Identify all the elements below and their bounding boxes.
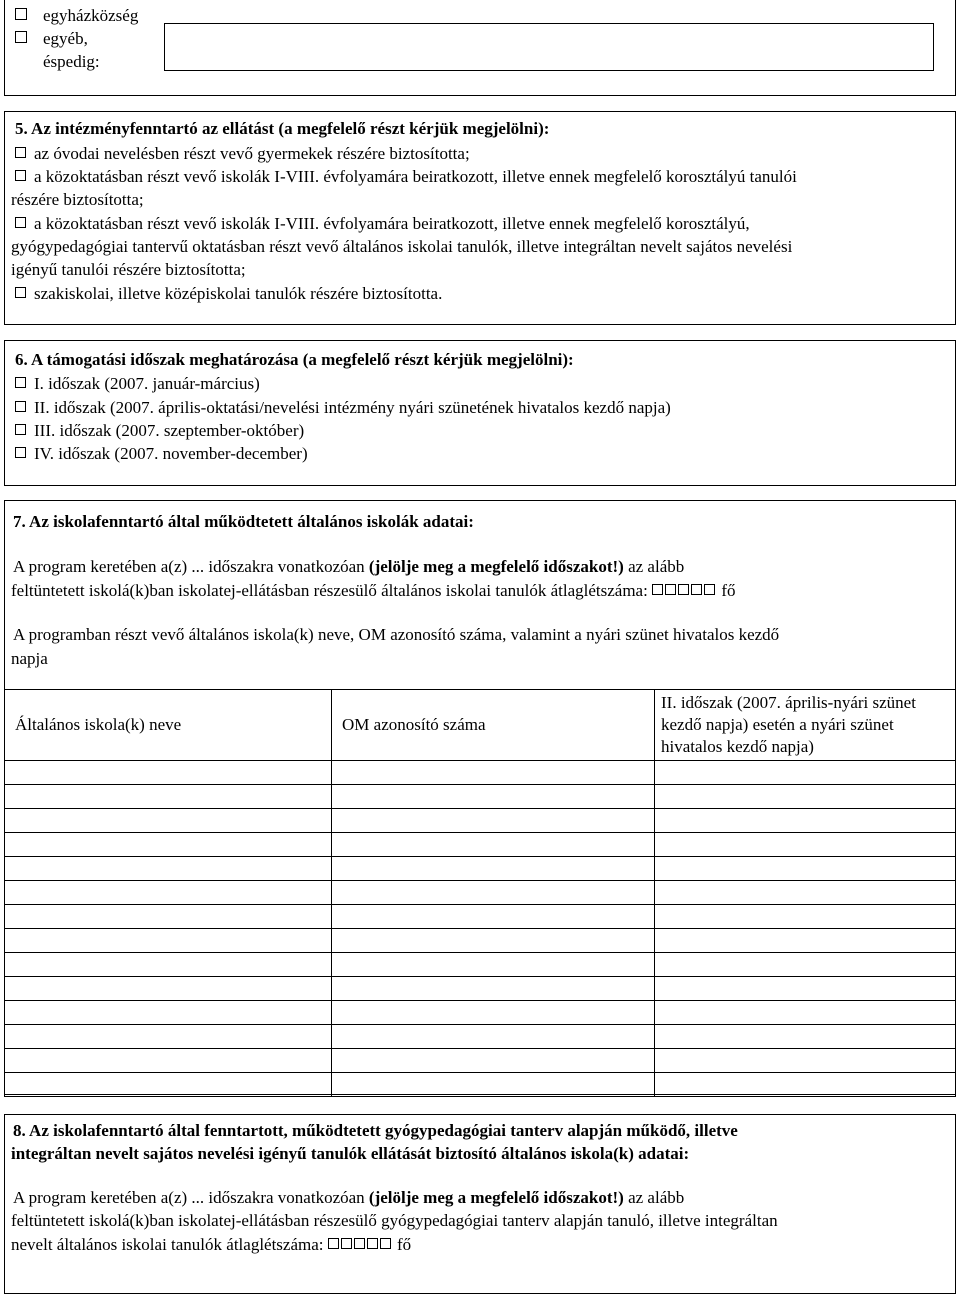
average-count-boxes[interactable] [652, 580, 717, 602]
section6-option-4[interactable]: IV. időszak (2007. november-december) [15, 443, 308, 465]
section5-option-2[interactable]: a közoktatásban részt vevő iskolák I-VIII. évfolyamára beiratkozott, illetve ennek megfelelő korosztályú tanulói [15, 166, 797, 188]
checkbox-icon[interactable] [15, 170, 26, 181]
checkbox-icon[interactable] [15, 31, 27, 43]
table-row[interactable] [5, 1001, 956, 1025]
checkbox-icon[interactable] [15, 424, 26, 435]
section8-average-line: nevelt általános iskolai tanulók átlaglétszáma: fő [11, 1235, 412, 1254]
table-row[interactable] [5, 881, 956, 905]
section5-option-4[interactable]: szakiskolai, illetve középiskolai tanulók részére biztosította. [15, 283, 442, 305]
option-egyhazkozseg[interactable]: egyházközség [15, 5, 138, 27]
table-row[interactable] [5, 857, 956, 881]
table-row[interactable] [5, 1049, 956, 1073]
section7-list-intro-cont: napja [11, 649, 48, 668]
header-summer-start: II. időszak (2007. április-nyári szünet kezdő napja) esetén a nyári szünet hivatalos kezdő napja) [655, 690, 956, 761]
section8-title: 8. Az iskolafenntartó által fenntartott, működtetett gyógypedagógiai tanterv alapján működő, illetve [13, 1121, 738, 1140]
header-om-id: OM azonosító száma [332, 690, 655, 761]
section8-description-line: feltüntetett iskolá(k)ban iskolatej-ellátásban részesülő gyógypedagógiai tanterv alapján tanuló, illetve integráltan [11, 1211, 778, 1230]
option-egyeb[interactable]: egyéb, [15, 28, 88, 50]
section8-box [4, 1114, 956, 1294]
checkbox-icon[interactable] [15, 377, 26, 388]
table-row[interactable] [5, 1073, 956, 1097]
section5-box [4, 111, 956, 325]
section7-box [4, 500, 956, 1095]
especially-label: éspedig: [43, 52, 100, 71]
section8-program-line: A program keretében a(z) ... időszakra vonatkozóan (jelölje meg a megfelelő időszakot!) az alább [13, 1188, 685, 1207]
checkbox-icon[interactable] [15, 217, 26, 228]
table-row[interactable] [5, 977, 956, 1001]
section7-program-line: A program keretében a(z) ... időszakra vonatkozóan (jelölje meg a megfelelő időszakot!) az alább [13, 557, 685, 576]
section7-title: 7. Az iskolafenntartó által működtetett általános iskolák adatai: [13, 512, 474, 531]
section5-option-3-cont2: igényű tanulói részére biztosította; [11, 260, 246, 279]
average-count-boxes[interactable] [328, 1234, 393, 1256]
other-text-field[interactable] [164, 23, 934, 71]
section6-title: 6. A támogatási időszak meghatározása (a megfelelő részt kérjük megjelölni): [15, 350, 574, 369]
checkbox-icon[interactable] [15, 147, 26, 158]
section7-average-line: feltüntetett iskolá(k)ban iskolatej-ellátásban részesülő általános iskolai tanulók átlaglétszáma: fő [11, 581, 736, 600]
section5-title: 5. Az intézményfenntartó az ellátást (a megfelelő részt kérjük megjelölni): [15, 119, 550, 138]
section5-option-2-cont: részére biztosította; [11, 190, 144, 209]
section8-title-cont: integráltan nevelt sajátos nevelési igényű tanulók ellátását biztosító általános iskola(k) adatai: [11, 1144, 690, 1163]
section5-option-1[interactable]: az óvodai nevelésben részt vevő gyermekek részére biztosította; [15, 143, 470, 165]
section7-school-table [4, 689, 956, 1097]
section7-list-intro: A programban részt vevő általános iskola(k) neve, OM azonosító száma, valamint a nyári szünet hivatalos kezdő [13, 625, 780, 644]
checkbox-icon[interactable] [15, 287, 26, 298]
table-header-row [5, 690, 956, 761]
table-row[interactable] [5, 761, 956, 785]
table-row[interactable] [5, 785, 956, 809]
table-row[interactable] [5, 1025, 956, 1049]
section5-option-3[interactable]: a közoktatásban részt vevő iskolák I-VIII. évfolyamára beiratkozott, illetve ennek megfelelő korosztályú, [15, 213, 750, 235]
section6-option-1[interactable]: I. időszak (2007. január-március) [15, 373, 260, 395]
section6-option-3[interactable]: III. időszak (2007. szeptember-október) [15, 420, 304, 442]
table-row[interactable] [5, 809, 956, 833]
checkbox-icon[interactable] [15, 8, 27, 20]
table-row[interactable] [5, 905, 956, 929]
table-row[interactable] [5, 929, 956, 953]
section6-option-2[interactable]: II. időszak (2007. április-oktatási/nevelési intézmény nyári szünetének hivatalos kezdő napja) [15, 397, 671, 419]
top-section-box [4, 0, 956, 96]
table-row[interactable] [5, 833, 956, 857]
checkbox-icon[interactable] [15, 401, 26, 412]
header-school-name: Általános iskola(k) neve [5, 690, 332, 761]
table-row[interactable] [5, 953, 956, 977]
section5-option-3-cont: gyógypedagógiai tantervű oktatásban részt vevő általános iskolai tanulók, illetve integráltan nevelt sajátos nevelési [11, 237, 793, 256]
checkbox-icon[interactable] [15, 447, 26, 458]
section6-box [4, 340, 956, 486]
